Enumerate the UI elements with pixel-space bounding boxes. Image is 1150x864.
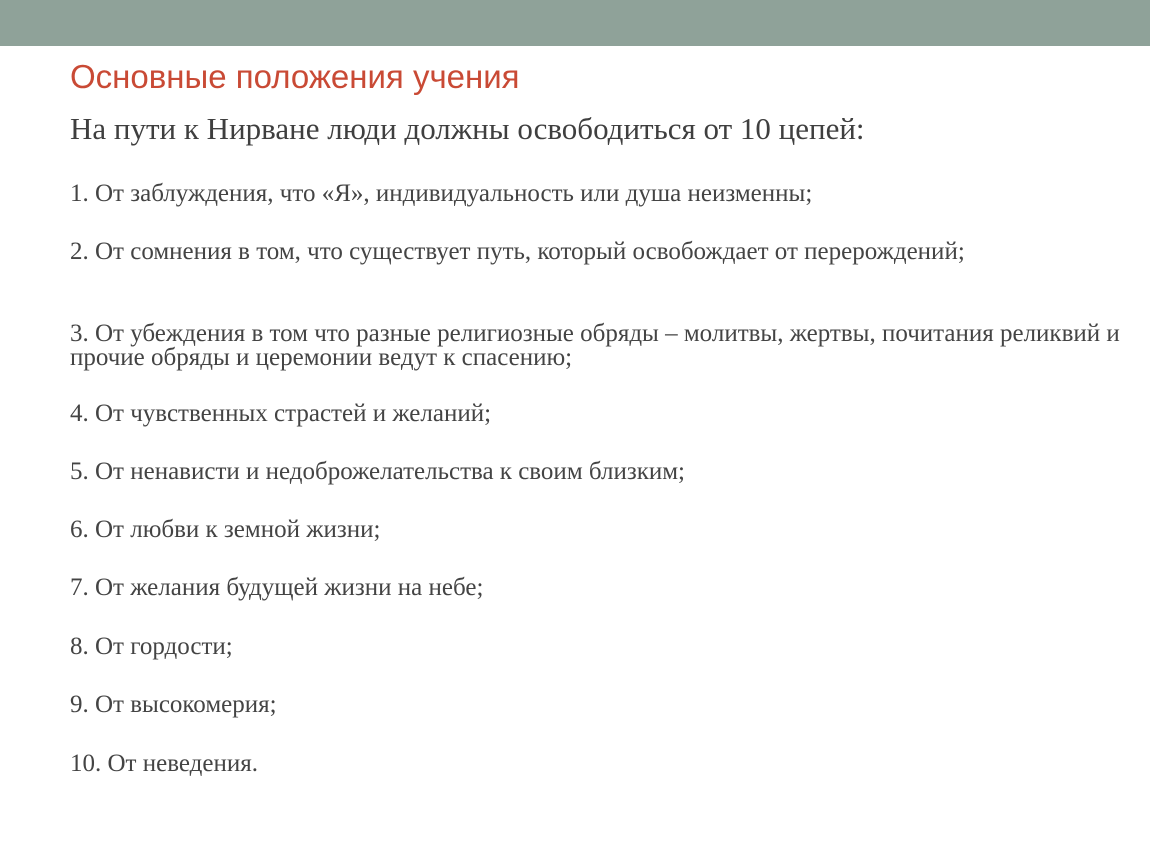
- slide-top-bar: [0, 0, 1150, 46]
- list-item-2: 2. От сомнения в том, что существует путь, который освобождает от перерождений;: [70, 238, 965, 265]
- list-item-9: 9. От высокомерия;: [70, 691, 277, 718]
- slide-title: Основные положения учения: [70, 58, 520, 95]
- list-item-1: 1. От заблуждения, что «Я», индивидуальность или душа неизменны;: [70, 180, 813, 207]
- list-item-8: 8. От гордости;: [70, 633, 233, 660]
- list-item-7: 7. От желания будущей жизни на небе;: [70, 574, 484, 601]
- list-item-10: 10. От неведения.: [70, 750, 258, 777]
- list-item-6: 6. От любви к земной жизни;: [70, 516, 381, 543]
- list-item-5: 5. От ненависти и недоброжелательства к своим близким;: [70, 458, 686, 485]
- list-item-3: 3. От убеждения в том что разные религиозные обряды – молитвы, жертвы, почитания реликвий и прочие обряды и церемонии ведут к спасению;: [70, 320, 1120, 371]
- list-item-4: 4. От чувственных страстей и желаний;: [70, 400, 492, 427]
- intro-text: На пути к Нирване люди должны освободиться от 10 цепей:: [70, 111, 865, 146]
